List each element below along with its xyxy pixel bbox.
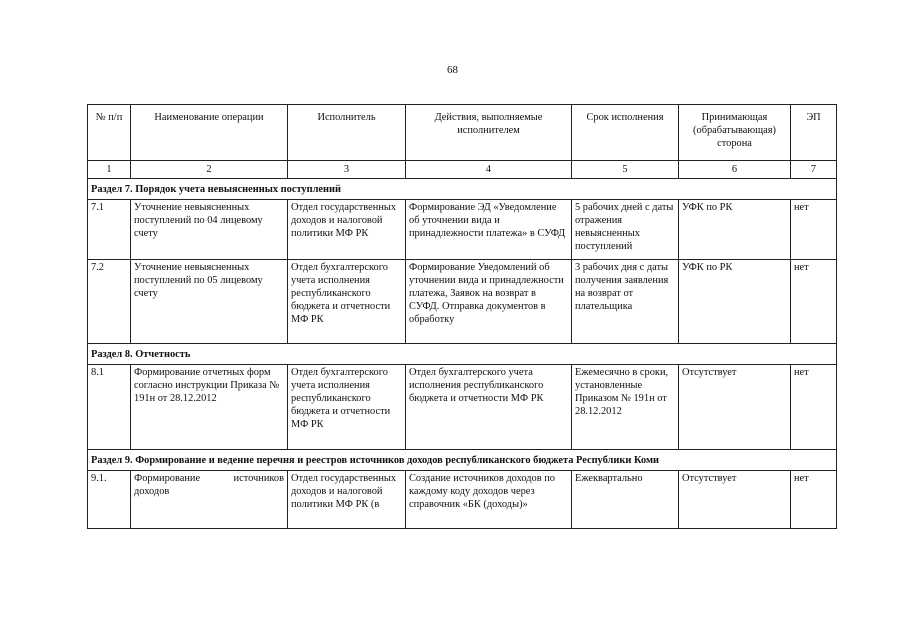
ep-cell: нет	[791, 260, 837, 344]
operations-table	[87, 104, 837, 529]
row-number: 8.1	[88, 365, 131, 450]
column-number: 3	[288, 161, 406, 179]
ep-cell: нет	[791, 365, 837, 450]
column-number: 6	[679, 161, 791, 179]
ep-cell: нет	[791, 200, 837, 260]
header-ep: ЭП	[791, 105, 837, 161]
section-8-row	[88, 344, 837, 365]
ep-cell: нет	[791, 471, 837, 529]
section-8-title: Раздел 8. Отчетность	[88, 344, 837, 365]
actions-cell: Формирование Уведомлений об уточнении вида и принадлежности платежа, Заявок на возврат в СУФД. Отправка документов в обработку	[406, 260, 572, 344]
page-number: 68	[447, 64, 458, 76]
executor-cell: Отдел государственных доходов и налоговой политики МФ РК	[288, 200, 406, 260]
table-row	[88, 365, 837, 450]
column-number: 1	[88, 161, 131, 179]
header-actions: Действия, выполняемые исполнителем	[406, 105, 572, 161]
row-number: 7.2	[88, 260, 131, 344]
column-number: 7	[791, 161, 837, 179]
operation-cell: Уточнение невыясненных поступлений по 04 лицевому счету	[131, 200, 288, 260]
header-operation: Наименование операции	[131, 105, 288, 161]
header-receiver: Принимающая (обрабатывающая) сторона	[679, 105, 791, 161]
executor-cell: Отдел бухгалтерского учета исполнения республиканского бюджета и отчетности МФ РК	[288, 365, 406, 450]
section-9-title: Раздел 9. Формирование и ведение перечня и реестров источников доходов республиканского бюджета Республики Коми	[88, 450, 837, 471]
operation-cell: Формирование источников доходов	[131, 471, 288, 529]
column-number: 4	[406, 161, 572, 179]
row-number: 9.1.	[88, 471, 131, 529]
actions-cell: Формирование ЭД «Уведомление об уточнении вида и принадлежности платежа» в СУФД	[406, 200, 572, 260]
actions-cell: Создание источников доходов по каждому коду доходов через справочник «БК (доходы)»	[406, 471, 572, 529]
table-row	[88, 200, 837, 260]
deadline-cell: 3 рабочих дня с даты получения заявления на возврат от плательщика	[572, 260, 679, 344]
header-executor: Исполнитель	[288, 105, 406, 161]
operation-cell: Формирование отчетных форм согласно инструкции Приказа № 191н от 28.12.2012	[131, 365, 288, 450]
header-num: № п/п	[88, 105, 131, 161]
receiver-cell: Отсутствует	[679, 365, 791, 450]
section-7-title: Раздел 7. Порядок учета невыясненных поступлений	[88, 179, 837, 200]
row-number: 7.1	[88, 200, 131, 260]
header-row	[88, 105, 837, 161]
header-number-row	[88, 161, 837, 179]
receiver-cell: УФК по РК	[679, 260, 791, 344]
executor-cell: Отдел бухгалтерского учета исполнения республиканского бюджета и отчетности МФ РК	[288, 260, 406, 344]
table-row	[88, 471, 837, 529]
actions-cell: Отдел бухгалтерского учета исполнения республиканского бюджета и отчетности МФ РК	[406, 365, 572, 450]
receiver-cell: УФК по РК	[679, 200, 791, 260]
deadline-cell: Ежеквартально	[572, 471, 679, 529]
column-number: 2	[131, 161, 288, 179]
header-deadline: Срок исполнения	[572, 105, 679, 161]
column-number: 5	[572, 161, 679, 179]
executor-cell: Отдел государственных доходов и налоговой политики МФ РК (в	[288, 471, 406, 529]
operation-cell: Уточнение невыясненных поступлений по 05 лицевому счету	[131, 260, 288, 344]
section-7-row	[88, 179, 837, 200]
deadline-cell: Ежемесячно в сроки, установленные Приказом № 191н от 28.12.2012	[572, 365, 679, 450]
section-9-row	[88, 450, 837, 471]
table-row	[88, 260, 837, 344]
deadline-cell: 5 рабочих дней с даты отражения невыясненных поступлений	[572, 200, 679, 260]
receiver-cell: Отсутствует	[679, 471, 791, 529]
